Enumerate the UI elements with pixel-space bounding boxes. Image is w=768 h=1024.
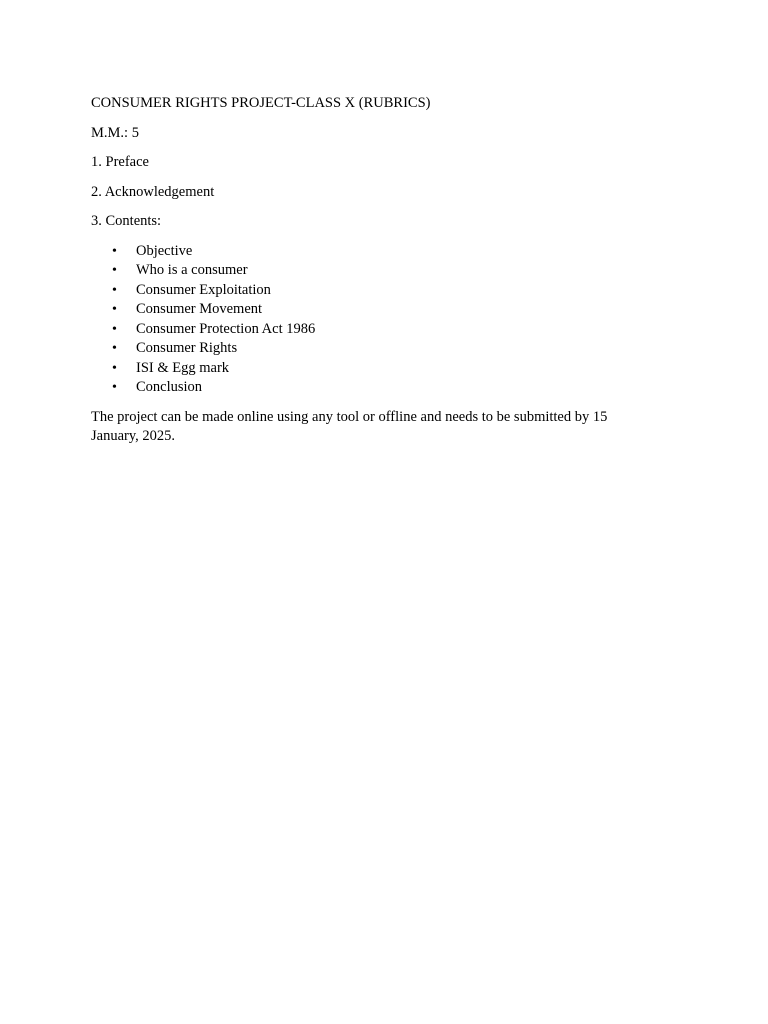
bullet-icon: • <box>112 341 117 356</box>
list-item-label: Who is a consumer <box>136 262 248 278</box>
list-item <box>91 261 677 281</box>
list-item <box>91 359 677 379</box>
list-item <box>91 378 677 398</box>
max-marks: M.M.: 5 <box>91 124 139 141</box>
bullet-icon: • <box>112 380 117 395</box>
list-item <box>91 320 677 340</box>
bullet-icon: • <box>112 302 117 317</box>
list-item-label: Conclusion <box>136 379 203 395</box>
list-item <box>91 281 677 301</box>
list-item-label: Consumer Protection Act 1986 <box>136 320 316 337</box>
section-acknowledgement: 2. Acknowledgement <box>91 183 215 200</box>
bullet-icon: • <box>112 360 117 376</box>
section-preface: 1. Preface <box>91 154 149 170</box>
contents-list <box>91 242 677 398</box>
list-item-label: ISI & Egg mark <box>136 359 230 376</box>
list-item-label: Consumer Movement <box>136 301 263 317</box>
list-item-label: Consumer Rights <box>136 340 238 356</box>
document-title: CONSUMER RIGHTS PROJECT-CLASS X (RUBRICS) <box>91 95 431 111</box>
bullet-icon: • <box>112 282 117 298</box>
list-item <box>91 339 677 359</box>
list-item-label: Consumer Exploitation <box>136 281 271 298</box>
submission-note: The project can be made online using any tool or offline and needs to be submitted by 15 January, 2025. <box>91 408 608 444</box>
bullet-icon: • <box>112 321 117 337</box>
list-item-label: Objective <box>136 242 193 259</box>
list-item <box>91 300 677 320</box>
bullet-icon: • <box>112 263 117 278</box>
section-contents: 3. Contents: <box>91 213 162 229</box>
bullet-icon: • <box>112 243 117 259</box>
list-item <box>91 242 677 262</box>
